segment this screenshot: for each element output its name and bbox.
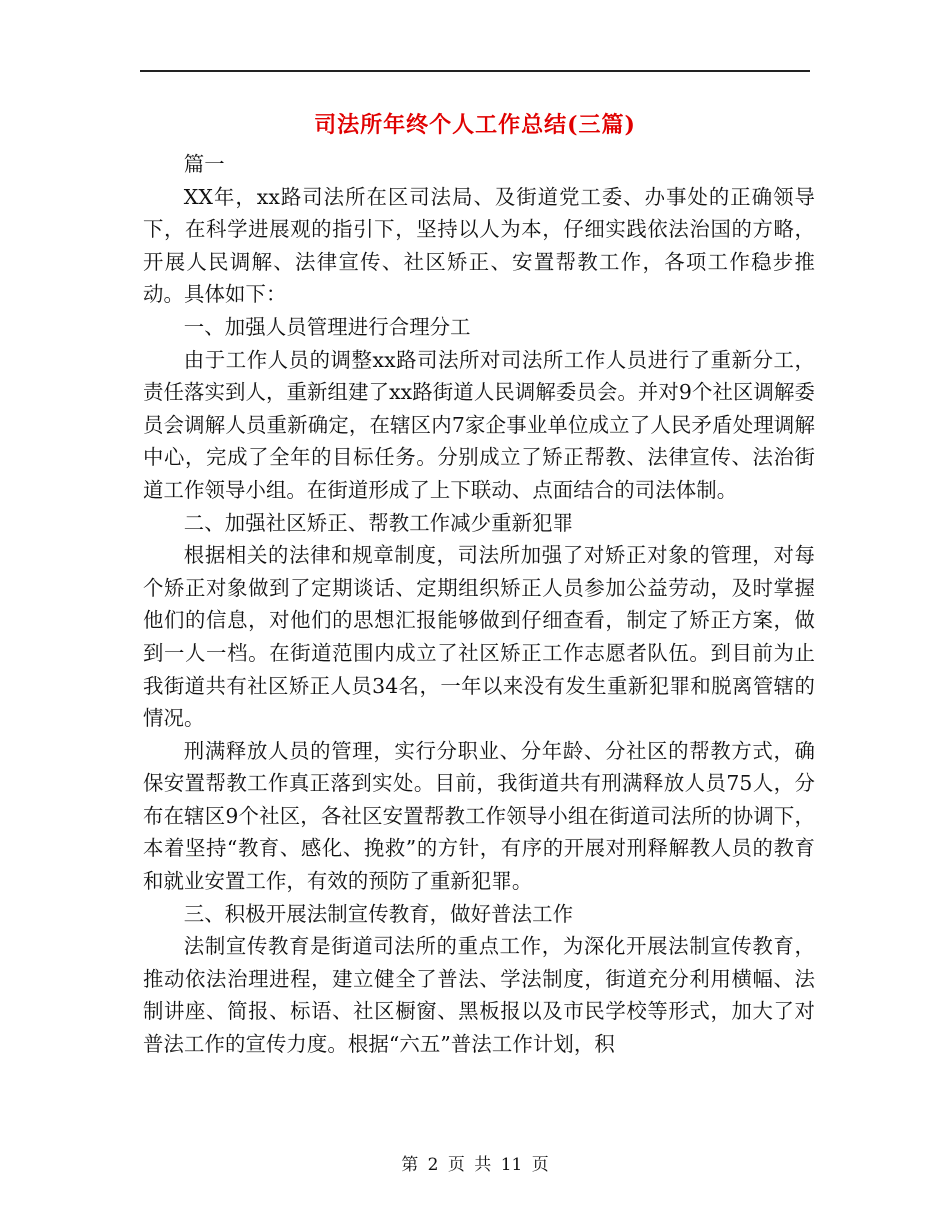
paragraph-3: 刑满释放人员的管理，实行分职业、分年龄、分社区的帮教方式，确保安置帮教工作真正落到实处。目前，我街道共有刑满释放人员75人，分布在辖区9个社区，各社区安置帮教工作领导小组在街道司法所的协调下，本着坚持“教育、感化、挽救”的方针，有序的开展对刑释解教人员的教育和就业安置工作，有效的预防了重新犯罪。 xyxy=(143,738,815,894)
paragraph-4: 法制宣传教育是街道司法所的重点工作，为深化开展法制宣传教育，推动依法治理进程，建立健全了普法、学法制度，街道充分利用横幅、法制讲座、简报、标语、社区橱窗、黑板报以及市民学校等形式，加大了对普法工作的宣传力度。根据“六五”普法工作计划，积 xyxy=(143,934,815,1057)
intro-paragraph: XX年，xx路司法所在区司法局、及街道党工委、办事处的正确领导下，在科学进展观的指引下，坚持以人为本，仔细实践依法治国的方略，开展人民调解、法律宣传、社区矫正、安置帮教工作，各项工作稳步推动。具体如下： xyxy=(143,184,815,307)
document-body xyxy=(143,148,815,1061)
heading-2: 二、加强社区矫正、帮教工作减少重新犯罪 xyxy=(183,510,574,535)
header-rule xyxy=(140,70,810,72)
section-label: 篇一 xyxy=(183,152,225,176)
document-title: 司法所年终个人工作总结(三篇) xyxy=(314,112,636,138)
paragraph-2: 根据相关的法律和规章制度，司法所加强了对矫正对象的管理，对每个矫正对象做到了定期谈话、定期组织矫正人员参加公益劳动，及时掌握他们的信息，对他们的思想汇报能够做到仔细查看，制定了矫正方案，做到一人一档。在街道范围内成立了社区矫正工作志愿者队伍。到目前为止我街道共有社区矫正人员34名，一年以来没有发生重新犯罪和脱离管辖的情况。 xyxy=(143,543,815,731)
heading-3: 三、积极开展法制宣传教育，做好普法工作 xyxy=(183,901,574,926)
heading-1: 一、加强人员管理进行合理分工 xyxy=(183,314,471,339)
paragraph-1: 由于工作人员的调整xx路司法所对司法所工作人员进行了重新分工，责任落实到人，重新组建了xx路街道人民调解委员会。并对9个社区调解委员会调解人员重新确定，在辖区内7家企事业单位成立了人民矛盾处理调解中心，完成了全年的目标任务。分别成立了矫正帮教、法律宣传、法治街道工作领导小组。在街道形成了上下联动、点面结合的司法体制。 xyxy=(143,347,815,502)
page-footer: 第 2 页 共 11 页 xyxy=(401,1155,549,1175)
